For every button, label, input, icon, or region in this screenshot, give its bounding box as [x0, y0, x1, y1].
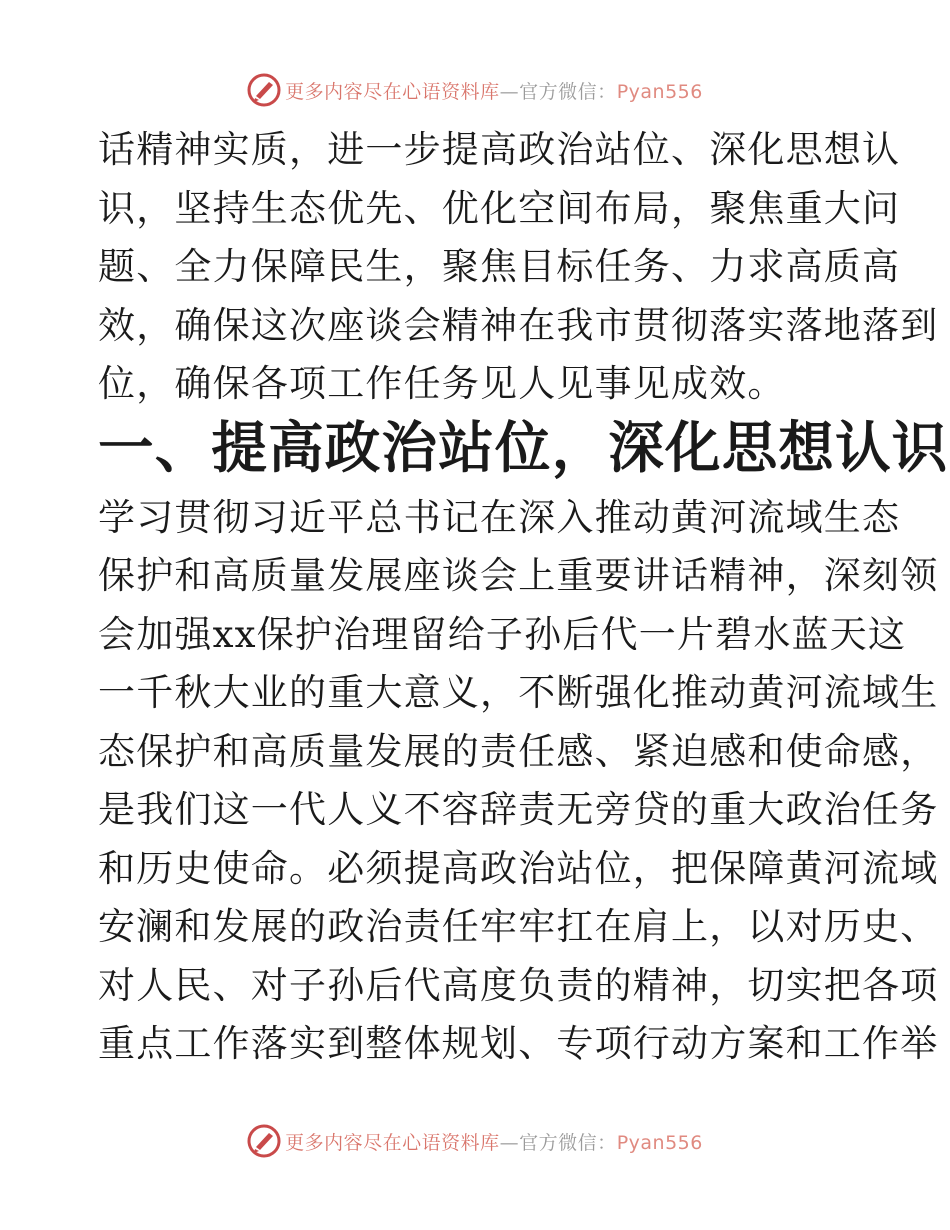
footer-watermark [0, 1121, 950, 1161]
logo-icon [247, 73, 281, 107]
paragraph-line: 是我们这一代人义不容辞责无旁贷的重大政治任务 [98, 788, 939, 831]
document-body [98, 121, 949, 1074]
watermark-text: 更多内容尽在心语资料库 [285, 80, 500, 103]
logo-icon [247, 1124, 281, 1158]
paragraph-line: 一千秋大业的重大意义，不断强化推动黄河流域生 [98, 671, 939, 714]
watermark-text: 更多内容尽在心语资料库 [285, 1131, 500, 1154]
paragraph-line: 会加强xx保护治理留给子孙后代一片碧水蓝天这 [98, 612, 907, 656]
paragraph-1 [98, 121, 939, 414]
paragraph-line: 重点工作落实到整体规划、专项行动方案和工作举 [98, 1022, 939, 1065]
paragraph-line: 安澜和发展的政治责任牢牢扛在肩上，以对历史、 [98, 905, 939, 948]
paragraph-2 [98, 489, 939, 1074]
paragraph-line: 态保护和高质量发展的责任感、紧迫感和使命感， [98, 729, 939, 773]
wechat-id: Pyan556 [616, 80, 703, 103]
paragraph-line: 保护和高质量发展座谈会上重要讲话精神，深刻领 [98, 554, 939, 597]
section-heading: 一、提高政治站位，深化思想认识 [98, 415, 949, 481]
paragraph-line: 对人民、对子孙后代高度负责的精神，切实把各项 [98, 963, 939, 1007]
watermark-separator: — [499, 80, 520, 103]
paragraph-line: 和历史使命。必须提高政治站位，把保障黄河流域 [98, 846, 939, 890]
wechat-label: 官方微信： [519, 80, 617, 103]
wechat-label: 官方微信： [519, 1131, 617, 1154]
paragraph-line: 位，确保各项工作任务见人见事见成效。 [98, 362, 786, 405]
paragraph-line: 题、全力保障民生，聚焦目标任务、力求高质高 [98, 245, 901, 288]
paragraph-line: 话精神实质，进一步提高政治站位、深化思想认 [98, 128, 901, 171]
wechat-id: Pyan556 [616, 1131, 703, 1154]
header-watermark [0, 70, 950, 110]
paragraph-line: 效，确保这次座谈会精神在我市贯彻落实落地落到 [98, 303, 939, 347]
watermark-separator: — [499, 1131, 520, 1154]
paragraph-line: 学习贯彻习近平总书记在深入推动黄河流域生态 [98, 495, 901, 539]
paragraph-line: 识，坚持生态优先、优化空间布局，聚焦重大问 [98, 186, 901, 230]
